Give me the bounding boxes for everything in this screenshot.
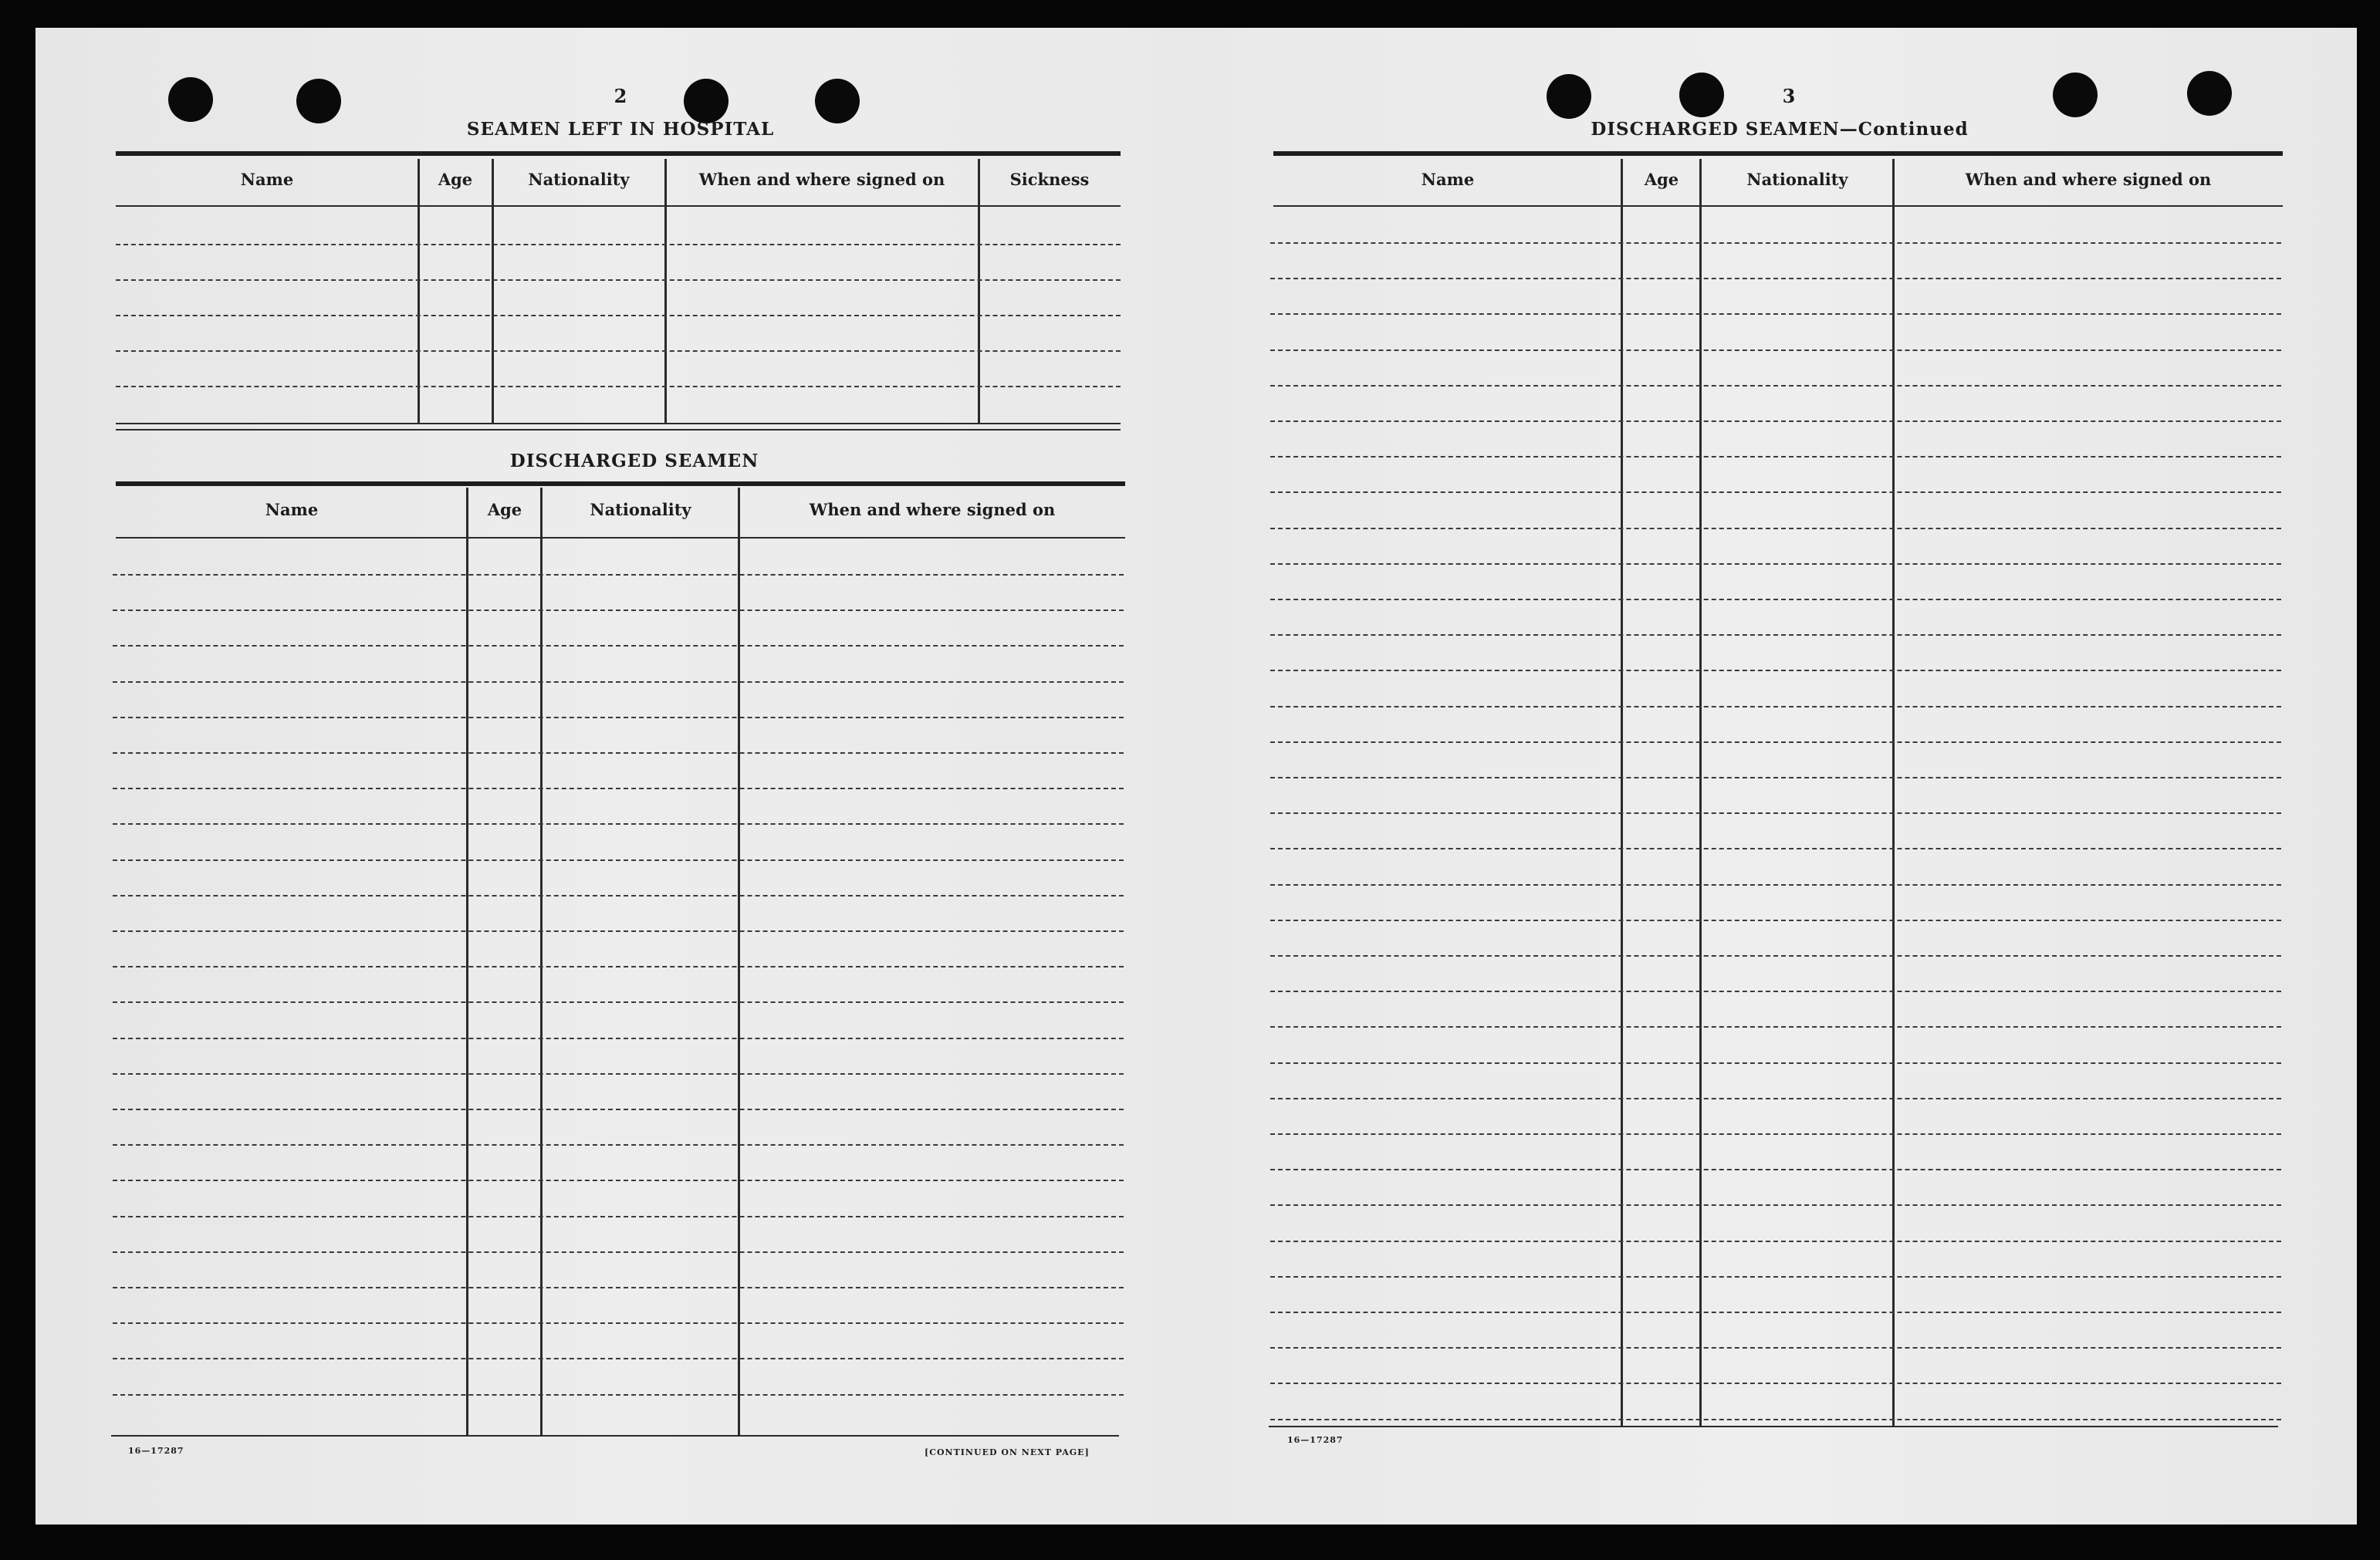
form-number-right: 16—17287 xyxy=(1287,1435,1344,1445)
hospital-col-sickness: Sickness xyxy=(1009,170,1090,189)
table-row xyxy=(113,1144,1124,1146)
continued-col-name: Name xyxy=(1421,170,1475,189)
discharged-col-name: Name xyxy=(265,500,319,519)
table-row xyxy=(113,788,1124,789)
table-row xyxy=(113,1038,1124,1039)
table-row xyxy=(1270,242,2281,244)
discharged-col-when-where: When and where signed on xyxy=(809,500,1056,519)
punch-hole xyxy=(815,79,860,123)
table-row xyxy=(1270,349,2281,351)
table-row xyxy=(1270,920,2281,921)
punch-hole xyxy=(684,79,729,123)
table-row xyxy=(1270,884,2281,886)
table-row xyxy=(113,859,1124,861)
hospital-header-rule xyxy=(116,205,1121,207)
discharged-continued-title: DISCHARGED SEAMEN—Continued xyxy=(1591,119,1969,140)
hospital-bottom-rule xyxy=(116,429,1121,431)
table-row xyxy=(1270,741,2281,743)
table-row xyxy=(113,823,1124,825)
table-row xyxy=(1270,1204,2281,1206)
punch-hole xyxy=(168,77,213,122)
hospital-col-divider xyxy=(492,159,494,424)
page-number-left: 2 xyxy=(614,85,627,107)
table-row xyxy=(113,1109,1124,1110)
hospital-top-rule xyxy=(116,151,1121,156)
hospital-row-line xyxy=(116,386,1121,387)
hospital-col-divider xyxy=(418,159,420,424)
table-row xyxy=(1270,599,2281,600)
table-row xyxy=(113,966,1124,967)
table-row xyxy=(113,645,1124,647)
table-row xyxy=(113,1287,1124,1288)
table-row xyxy=(113,609,1124,611)
table-row xyxy=(113,930,1124,932)
table-row xyxy=(113,1251,1124,1253)
table-row xyxy=(113,681,1124,683)
table-row xyxy=(1270,420,2281,422)
hospital-col-age: Age xyxy=(438,170,473,189)
continued-col-age: Age xyxy=(1644,170,1679,189)
table-row xyxy=(1270,278,2281,279)
table-row xyxy=(1270,706,2281,707)
table-row xyxy=(1270,385,2281,387)
discharged-section-title: DISCHARGED SEAMEN xyxy=(509,451,759,471)
punch-hole xyxy=(296,79,341,123)
punch-hole xyxy=(1547,74,1591,119)
table-row xyxy=(1270,1347,2281,1349)
hospital-col-divider xyxy=(978,159,980,424)
discharged-bottom-rule xyxy=(111,1435,1119,1437)
table-row xyxy=(1270,313,2281,315)
table-row xyxy=(1270,528,2281,529)
discharged-col-age: Age xyxy=(487,500,522,519)
table-row xyxy=(113,1322,1124,1324)
form-number-left: 16—17287 xyxy=(128,1446,184,1456)
table-row xyxy=(1270,491,2281,493)
table-row xyxy=(113,1073,1124,1075)
discharged-header-rule xyxy=(116,537,1125,539)
table-row xyxy=(1270,991,2281,992)
table-row xyxy=(1270,1133,2281,1135)
discharged-top-rule xyxy=(116,481,1125,486)
discharged-col-divider xyxy=(540,488,543,1435)
hospital-row-line xyxy=(116,244,1121,245)
continued-note: [CONTINUED ON NEXT PAGE] xyxy=(925,1447,1090,1457)
hospital-section-title: SEAMEN LEFT IN HOSPITAL xyxy=(466,119,775,140)
hospital-row-line xyxy=(116,315,1121,316)
continued-header-rule xyxy=(1273,205,2283,207)
table-row xyxy=(113,717,1124,718)
table-row xyxy=(113,574,1124,576)
table-row xyxy=(1270,777,2281,778)
table-row xyxy=(1270,1026,2281,1028)
table-row xyxy=(113,1358,1124,1359)
hospital-col-nationality: Nationality xyxy=(528,170,630,189)
table-row xyxy=(1270,563,2281,565)
hospital-col-name: Name xyxy=(240,170,294,189)
continued-col-nationality: Nationality xyxy=(1746,170,1848,189)
table-row xyxy=(113,1394,1124,1396)
table-row xyxy=(1270,812,2281,814)
continued-col-when-where: When and where signed on xyxy=(1965,170,2212,189)
table-row xyxy=(113,1001,1124,1003)
table-row xyxy=(1270,1383,2281,1384)
table-row xyxy=(1270,634,2281,636)
table-row xyxy=(113,752,1124,754)
discharged-col-divider xyxy=(738,488,740,1435)
continued-top-rule xyxy=(1273,151,2283,156)
hospital-row-line xyxy=(116,279,1121,281)
table-row xyxy=(1270,1419,2281,1420)
continued-bottom-rule xyxy=(1269,1426,2278,1427)
hospital-row-line xyxy=(116,350,1121,352)
table-row xyxy=(113,895,1124,896)
table-row xyxy=(113,1216,1124,1217)
hospital-bottom-rule xyxy=(116,423,1121,424)
table-row xyxy=(1270,670,2281,671)
table-row xyxy=(1270,456,2281,458)
discharged-col-divider xyxy=(466,488,468,1435)
table-row xyxy=(113,1180,1124,1181)
table-row xyxy=(1270,1312,2281,1313)
table-row xyxy=(1270,1098,2281,1099)
punch-hole xyxy=(2053,73,2098,117)
page-number-right: 3 xyxy=(1782,85,1796,107)
hospital-col-when-where: When and where signed on xyxy=(698,170,945,189)
punch-hole xyxy=(1679,73,1724,117)
table-row xyxy=(1270,955,2281,957)
table-row xyxy=(1270,1062,2281,1064)
table-row xyxy=(1270,848,2281,849)
table-row xyxy=(1270,1241,2281,1242)
scanned-document xyxy=(35,28,2357,1525)
table-row xyxy=(1270,1276,2281,1278)
table-row xyxy=(1270,1169,2281,1170)
hospital-col-divider xyxy=(664,159,667,424)
discharged-col-nationality: Nationality xyxy=(590,500,691,519)
punch-hole xyxy=(2187,71,2232,116)
